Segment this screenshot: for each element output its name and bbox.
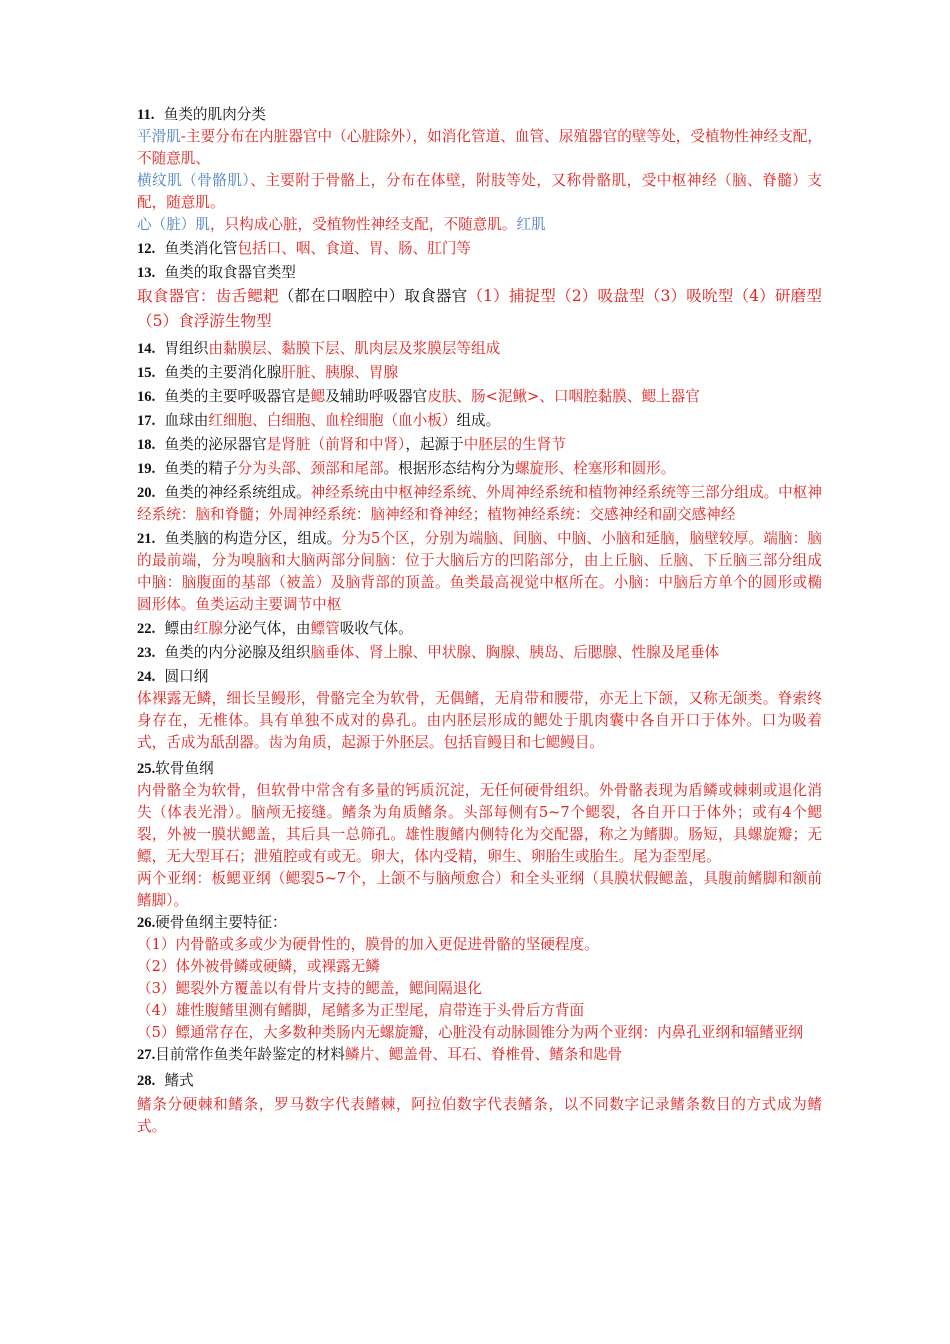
q19-mid: 。根据形态结构分为 (383, 460, 515, 477)
q26-number: 26. (137, 915, 156, 931)
q23-line (137, 642, 822, 664)
q22-answer1: 红腺 (193, 620, 223, 637)
q16-answer1: 鳃 (310, 388, 326, 405)
q22-tail: 吸收气体。 (339, 620, 413, 637)
q26-item-5: （5）鳔通常存在，大多数种类肠内无螺旋瓣，心脏没有动脉圆锥分为两个亚纲：内鼻孔亚纲和辐鳍亚纲 (137, 1024, 804, 1041)
smooth-muscle-term: 平滑肌 (137, 128, 181, 145)
q18-line (137, 434, 822, 456)
q19-line (137, 458, 822, 480)
q18-title: 鱼类的泌尿器官 (164, 436, 267, 453)
smooth-muscle-desc: -主要分布在内脏器官中（心脏除外），如消化管道、血管、尿殖器官的壁等处，受植物性神经支配，不随意肌、 (137, 128, 822, 167)
q16-title: 鱼类的主要呼吸器官是 (164, 388, 311, 405)
q26-item-3: （3）鳃裂外方覆盖以有骨片支持的鳃盖，鳃间隔退化 (137, 980, 482, 997)
q28-answer: 鳍条分硬棘和鳍条，罗马数字代表鳍棘，阿拉伯数字代表鳍条，以不同数字记录鳍条数目的方式成为鳍式。 (137, 1096, 822, 1135)
q17-tail: 组成。 (456, 412, 501, 429)
document-page (137, 104, 822, 1138)
q23-title: 鱼类的内分泌腺及组织 (164, 644, 311, 661)
q24-heading (137, 666, 822, 688)
q14-number: 14. (137, 341, 156, 357)
q16-mid: 及辅助呼吸器官 (325, 388, 428, 405)
q13-heading (137, 262, 822, 284)
q25-answer: 内骨骼全为软骨，但软骨中常含有多量的钙质沉淀，无任何硬骨组织。外骨骼表现为盾鳞或棘刺或退化消失（体表光滑）。脑颅无接缝。鳍条为角质鳍条。头部每侧有5~7个鳃裂，各自开口于体外；或有4个鳃裂，外被一膜状鳃盖，其后具一总筛孔。雄性腹鳍内侧特化为交配器，称之为鳍脚。肠短，具螺旋瓣；无鳔，无大型耳石；泄殖腔或有或无。卵大，体内受精，卵生、卵胎生或胎生。尾为歪型尾。 (137, 782, 822, 865)
q14-answer: 由黏膜层、黏膜下层、肌肉层及浆膜层等组成 (208, 340, 501, 357)
q26-heading (137, 912, 822, 934)
q19-number: 19. (137, 461, 156, 477)
q27-line (137, 1044, 822, 1066)
q25-number: 25. (137, 761, 156, 777)
q21-answer: 分为5个区，分别为端脑、间脑、中脑、小脑和延脑，脑壁较厚。端脑：脑的最前端，分为嗅脑和大脑两部分间脑：位于大脑后方的凹陷部分，由上丘脑、丘脑、下丘脑三部分组成中脑：脑腹面的基部（被盖）及脑背部的顶盖。鱼类最高视觉中枢所在。小脑：中脑后方单个的圆形或椭圆形体。鱼类运动主要调节中枢 (137, 530, 822, 613)
q26-item-4: （4）雄性腹鳍里测有鳍脚，尾鳍多为正型尾，肩带连于头骨后方背面 (137, 1002, 585, 1019)
q26-title: 硬骨鱼纲主要特征： (155, 914, 287, 931)
q13-answer-part3: （1）捕捉型（2）吸盘型（3）吸吮型（4）研磨型（5）食浮游生物型 (137, 287, 822, 330)
q11-smooth-muscle (137, 126, 822, 170)
q21-paragraph (137, 528, 822, 616)
q16-line (137, 386, 822, 408)
q17-number: 17. (137, 413, 156, 429)
q14-title: 胃组织 (164, 340, 209, 357)
q28-number: 28. (137, 1073, 156, 1089)
q13-answer (137, 284, 822, 334)
striated-muscle-desc: 、主要附于骨骼上，分布在体壁，附肢等处，又称骨骼肌，受中枢神经（脑、脊髓）支配，随意肌。 (137, 172, 822, 211)
q15-line (137, 362, 822, 384)
q25-subclasses: 两个亚纲：板鳃亚纲（鳃裂5~7个，上颌不与脑颅愈合）和全头亚纲（具膜状假鳃盖，具腹前鳍脚和额前鳍脚）。 (137, 870, 822, 909)
q17-line (137, 410, 822, 432)
q18-answer2: 中胚层的生肾节 (463, 436, 566, 453)
q13-answer-part2: （都在口咽腔中）取食器官 (278, 287, 468, 305)
q27-number: 27. (137, 1047, 156, 1063)
cardiac-muscle-tail: 红肌 (516, 216, 546, 233)
cardiac-muscle-term: 心（脏）肌 (137, 216, 210, 233)
q19-title: 鱼类的精子 (164, 460, 238, 477)
q16-number: 16. (137, 389, 156, 405)
q24-number: 24. (137, 669, 156, 685)
q22-answer2: 鳔管 (310, 620, 340, 637)
q23-answer: 脑垂体、肾上腺、甲状腺、胸腺、胰岛、后腮腺、性腺及尾垂体 (310, 644, 720, 661)
q25-heading (137, 758, 822, 780)
q27-answer: 鳞片、鳃盖骨、耳石、脊椎骨、鳍条和匙骨 (344, 1046, 623, 1063)
q20-title: 鱼类的神经系统组成。 (164, 484, 311, 501)
q11-heading (137, 104, 822, 126)
q27-title: 目前常作鱼类年龄鉴定的材料 (155, 1046, 345, 1063)
q13-number: 13. (137, 265, 156, 281)
q22-title: 鳔由 (164, 620, 194, 637)
q20-number: 20. (137, 485, 156, 501)
q13-title: 鱼类的取食器官类型 (164, 264, 296, 281)
q15-answer: 肝脏、胰腺、胃腺 (281, 364, 399, 381)
q11-striated-muscle (137, 170, 822, 214)
q25-title: 软骨鱼纲 (155, 760, 214, 777)
q22-number: 22. (137, 621, 156, 637)
q18-number: 18. (137, 437, 156, 453)
q12-answer: 包括口、咽、食道、胃、肠、肛门等 (237, 240, 472, 257)
q15-number: 15. (137, 365, 156, 381)
q22-mid: 分泌气体，由 (222, 620, 311, 637)
q15-title: 鱼类的主要消化腺 (164, 364, 282, 381)
q17-title: 血球由 (164, 412, 209, 429)
striated-muscle-term: 横纹肌（骨骼肌） (137, 172, 251, 189)
q23-number: 23. (137, 645, 156, 661)
q21-number: 21. (137, 531, 156, 547)
q26-item-1: （1）内骨骼或多或少为硬骨性的，膜骨的加入更促进骨骼的坚硬程度。 (137, 936, 599, 953)
q28-heading (137, 1070, 822, 1092)
q28-title: 鳍式 (164, 1072, 194, 1089)
q22-line (137, 618, 822, 640)
q26-item-2: （2）体外被骨鳞或硬鳞，或裸露无鳞 (137, 958, 380, 975)
q11-cardiac-muscle (137, 214, 822, 236)
q18-mid: ，起源于 (405, 436, 464, 453)
q20-answer: 神经系统由中枢神经系统、外周神经系统和植物神经系统等三部分组成。中枢神经系统：脑和脊髓；外周神经系统：脑神经和脊神经；植物神经系统：交感神经和副交感神经 (137, 484, 822, 523)
q21-title: 鱼类脑的构造分区，组成。 (164, 530, 342, 547)
q14-line (137, 338, 822, 360)
q13-answer-part1: 取食器官：齿舌鳃耙 (137, 287, 279, 305)
q11-number: 11. (137, 107, 155, 123)
q11-title: 鱼类的肌肉分类 (163, 106, 266, 123)
cardiac-muscle-desc: ，只构成心脏，受植物性神经支配，不随意肌。 (209, 216, 517, 233)
q24-answer: 体裸露无鳞，细长呈鳗形，骨骼完全为软骨，无偶鳍，无肩带和腰带，亦无上下颌，又称无颌类。脊索终身存在，无椎体。具有单独不成对的鼻孔。由内胚层形成的鳃处于肌肉囊中各自开口于体外。口为吸着式，舌成为舐刮器。齿为角质，起源于外胚层。包括盲鳗目和七鳃鳗目。 (137, 690, 822, 751)
q16-answer2: 皮肤、肠<泥鳅>、口咽腔黏膜、鳃上器官 (427, 388, 700, 405)
q17-answer: 红细胞、白细胞、血栓细胞（血小板） (208, 412, 457, 429)
q12-title: 鱼类消化管 (164, 240, 238, 257)
q20-paragraph (137, 482, 822, 526)
q18-answer1: 是肾脏（前肾和中肾） (266, 436, 406, 453)
q12-number: 12. (137, 241, 156, 257)
q19-answer1: 分为头部、颈部和尾部 (237, 460, 384, 477)
q12-line (137, 238, 822, 260)
q19-answer2: 螺旋形、栓塞形和圆形。 (514, 460, 676, 477)
q24-title: 圆口纲 (164, 668, 209, 685)
